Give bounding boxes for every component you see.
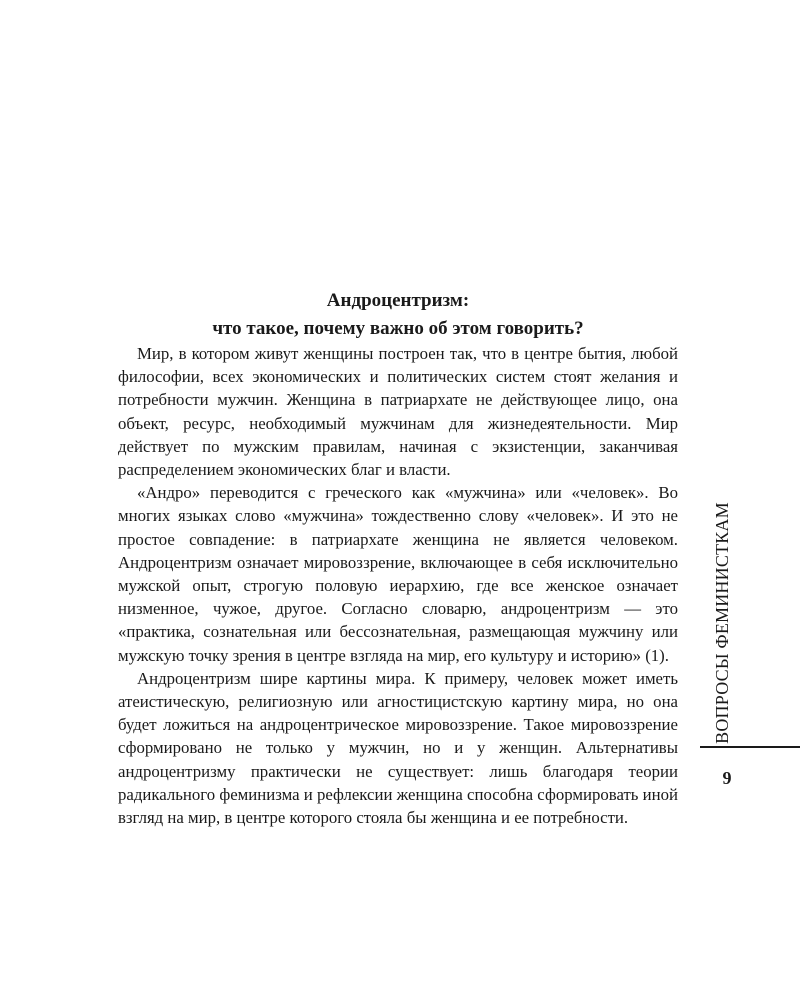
running-head: ВОПРОСЫ ФЕМИНИСТКАМ [712, 502, 732, 744]
chapter-heading [118, 287, 678, 343]
paragraph-2: «Андро» переводится с греческого как «мужчина» или «человек». Во многих языках слово «мужчина» тождественно слову «человек». И это не простое совпадение: в патриархате женщина не является человеком. Андроцентризм означает мировоззрение, включающее в себя исключительно мужской опыт, строгую половую иерархию, где все женское означает низменное, чужое, другое. Согласно словарю, андроцентризм — это «практика, сознательная или бессознательная, размещающая мужчину или мужскую точку зрения в центре взгляда на мир, его культуру и историю» (1). [118, 483, 678, 665]
body-text [118, 342, 678, 829]
page-number: 9 [722, 768, 732, 788]
chapter-heading-line-1: Андроцентризм: [326, 290, 470, 311]
chapter-heading-line-2: что такое, почему важно об этом говорить? [212, 318, 584, 339]
margin-rule [700, 746, 800, 748]
paragraph-1: Мир, в котором живут женщины построен так, что в центре бытия, любой философии, всех экономических и политических систем стоят желания и потребности мужчин. Женщина в патриархате не действующее лицо, она объект, ресурс, необходимый мужчинам для жизнедеятельности. Мир действует по мужским правилам, начиная с экзистенции, заканчивая распределением экономических благ и власти. [118, 344, 678, 480]
paragraph-3: Андроцентризм шире картины мира. К примеру, человек может иметь атеистическую, религиозную или агностицистскую картину мира, но она будет ложиться на андроцентрическое мировоззрение. Такое мировоззрение сформировано не только у мужчин, но и у женщин. Альтернативы андроцентризму практически не существует: лишь благодаря теории радикального феминизма и рефлексии женщина способна сформировать иной взгляд на мир, в центре которого стояла бы женщина и ее потребности. [118, 668, 678, 828]
